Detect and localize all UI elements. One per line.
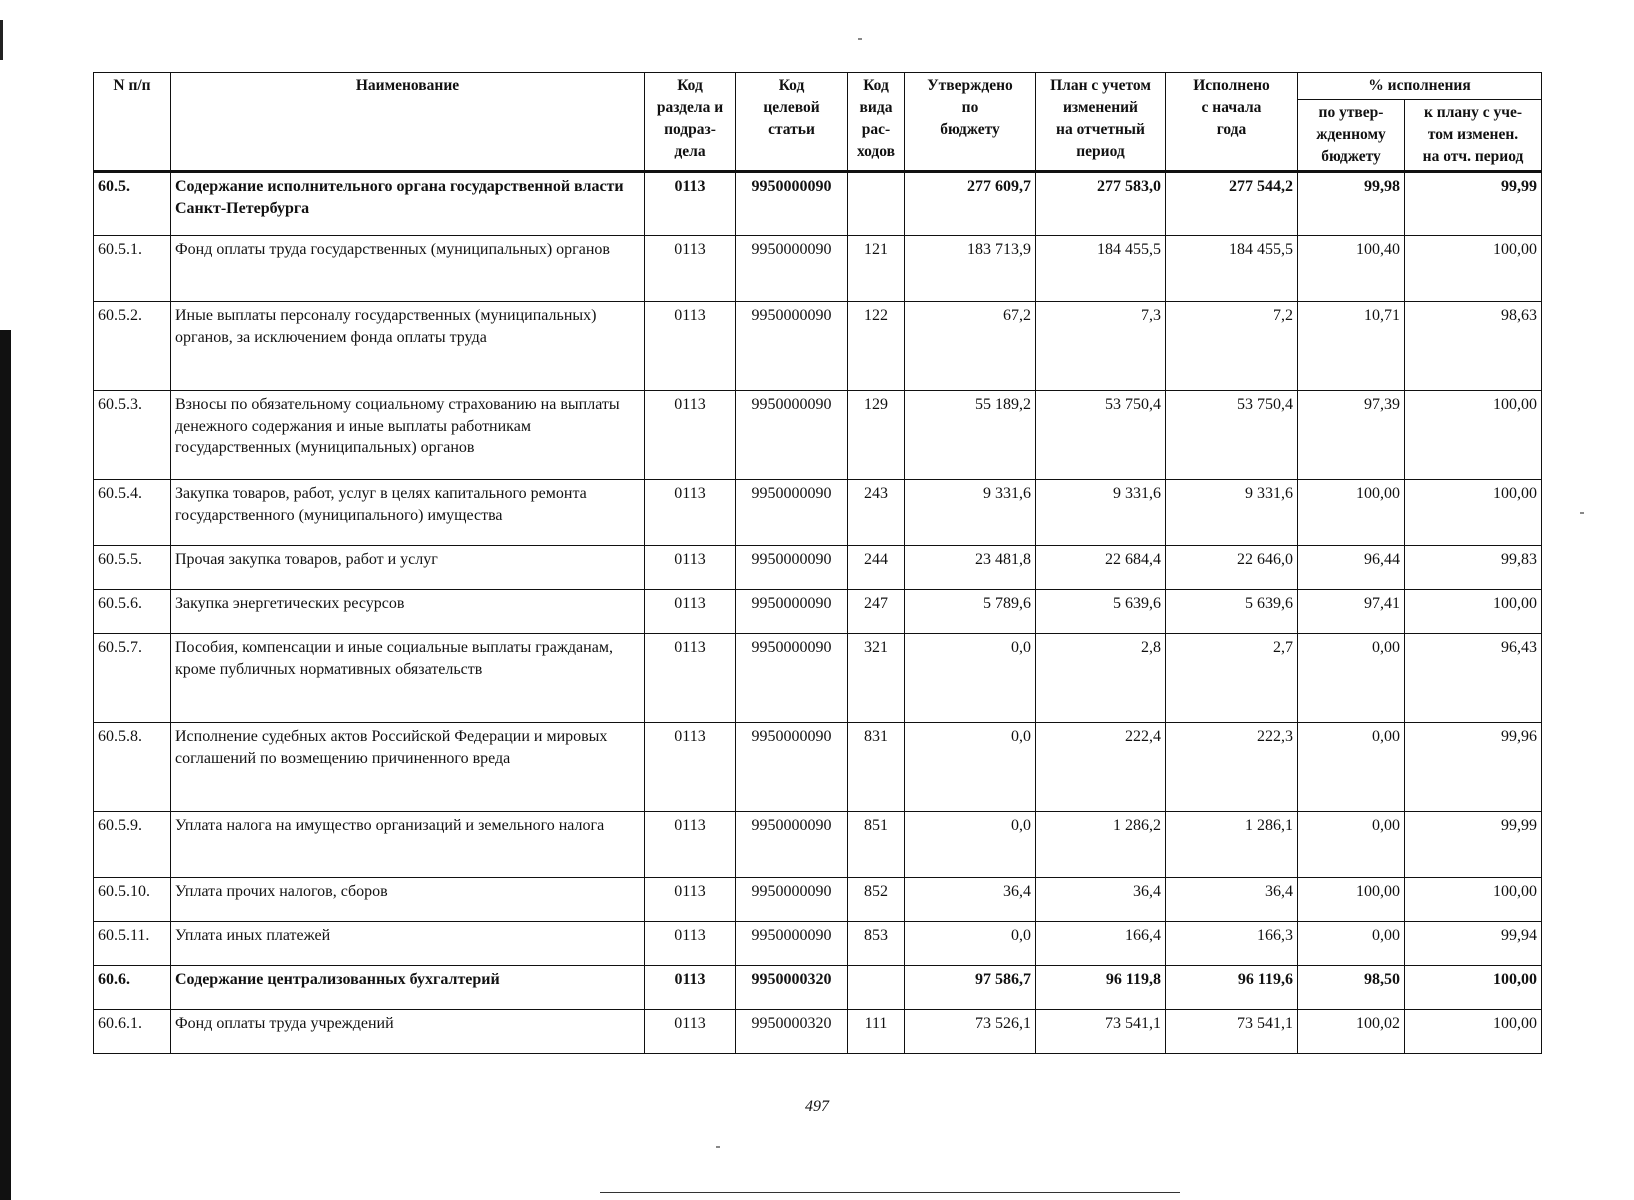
table-row [94, 590, 1542, 634]
cell-name: Исполнение судебных актов Российской Федерации и мировых соглашений по возмещению причиненного вреда [171, 723, 645, 812]
cell-approved: 5 789,6 [905, 590, 1036, 634]
cell-section: 0113 [645, 966, 736, 1010]
header-name: Наименование [171, 73, 645, 172]
cell-pct-budget: 0,00 [1298, 723, 1405, 812]
cell-num: 60.5.8. [94, 723, 171, 812]
cell-expense [848, 172, 905, 236]
cell-num: 60.5.2. [94, 302, 171, 391]
cell-pct-plan: 99,99 [1405, 172, 1542, 236]
header-target-code: Код целевой статьи [736, 73, 848, 172]
cell-target: 9950000320 [736, 1010, 848, 1054]
cell-name: Пособия, компенсации и иные социальные выплаты гражданам, кроме публичных нормативных обязательств [171, 634, 645, 723]
table-row [94, 302, 1542, 391]
cell-pct-budget: 0,00 [1298, 922, 1405, 966]
scan-dot [858, 38, 862, 40]
cell-section: 0113 [645, 878, 736, 922]
cell-approved: 73 526,1 [905, 1010, 1036, 1054]
cell-num: 60.5. [94, 172, 171, 236]
cell-name: Взносы по обязательному социальному страхованию на выплаты денежного содержания и иные выплаты работникам государственных (муниципальных) органов [171, 391, 645, 480]
cell-expense: 122 [848, 302, 905, 391]
cell-plan: 277 583,0 [1036, 172, 1166, 236]
cell-executed: 2,7 [1166, 634, 1298, 723]
cell-executed: 277 544,2 [1166, 172, 1298, 236]
cell-approved: 9 331,6 [905, 480, 1036, 546]
cell-pct-plan: 100,00 [1405, 480, 1542, 546]
header-num: N п/п [94, 73, 171, 172]
cell-pct-plan: 99,83 [1405, 546, 1542, 590]
cell-pct-budget: 100,00 [1298, 878, 1405, 922]
cell-approved: 36,4 [905, 878, 1036, 922]
cell-section: 0113 [645, 922, 736, 966]
cell-section: 0113 [645, 590, 736, 634]
table-row [94, 812, 1542, 878]
cell-plan: 73 541,1 [1036, 1010, 1166, 1054]
cell-name: Иные выплаты персоналу государственных (муниципальных) органов, за исключением фонда оплаты труда [171, 302, 645, 391]
table-row [94, 1010, 1542, 1054]
table-row [94, 391, 1542, 480]
header-percent-group: % исполнения [1298, 73, 1542, 100]
header-approved: Утверждено по бюджету [905, 73, 1036, 172]
cell-approved: 67,2 [905, 302, 1036, 391]
cell-approved: 277 609,7 [905, 172, 1036, 236]
cell-pct-budget: 97,41 [1298, 590, 1405, 634]
cell-num: 60.5.6. [94, 590, 171, 634]
cell-target: 9950000090 [736, 480, 848, 546]
cell-num: 60.5.10. [94, 878, 171, 922]
cell-target: 9950000090 [736, 723, 848, 812]
header-pct-plan: к плану с уче- том изменен. на отч. период [1405, 100, 1542, 172]
table-body [94, 172, 1542, 1054]
scan-dot [716, 1146, 720, 1148]
cell-pct-plan: 99,94 [1405, 922, 1542, 966]
cell-plan: 1 286,2 [1036, 812, 1166, 878]
cell-executed: 9 331,6 [1166, 480, 1298, 546]
cell-name: Фонд оплаты труда учреждений [171, 1010, 645, 1054]
cell-approved: 0,0 [905, 723, 1036, 812]
header-expense-code: Код вида рас- ходов [848, 73, 905, 172]
cell-pct-plan: 96,43 [1405, 634, 1542, 723]
cell-target: 9950000090 [736, 302, 848, 391]
cell-section: 0113 [645, 391, 736, 480]
cell-expense: 851 [848, 812, 905, 878]
cell-pct-plan: 100,00 [1405, 966, 1542, 1010]
cell-name: Содержание централизованных бухгалтерий [171, 966, 645, 1010]
cell-pct-budget: 100,02 [1298, 1010, 1405, 1054]
cell-plan: 36,4 [1036, 878, 1166, 922]
cell-name: Уплата налога на имущество организаций и земельного налога [171, 812, 645, 878]
cell-section: 0113 [645, 480, 736, 546]
cell-expense: 129 [848, 391, 905, 480]
cell-approved: 23 481,8 [905, 546, 1036, 590]
cell-section: 0113 [645, 236, 736, 302]
header-executed: Исполнено с начала года [1166, 73, 1298, 172]
cell-num: 60.5.4. [94, 480, 171, 546]
cell-section: 0113 [645, 546, 736, 590]
footer-rule [600, 1192, 1180, 1193]
cell-expense: 831 [848, 723, 905, 812]
cell-name: Закупка товаров, работ, услуг в целях капитального ремонта государственного (муниципального) имущества [171, 480, 645, 546]
scan-edge-tick [0, 20, 3, 60]
cell-pct-plan: 98,63 [1405, 302, 1542, 391]
cell-expense: 111 [848, 1010, 905, 1054]
cell-pct-budget: 99,98 [1298, 172, 1405, 236]
cell-approved: 0,0 [905, 812, 1036, 878]
cell-section: 0113 [645, 1010, 736, 1054]
table-row [94, 546, 1542, 590]
cell-plan: 184 455,5 [1036, 236, 1166, 302]
cell-approved: 183 713,9 [905, 236, 1036, 302]
table-row [94, 966, 1542, 1010]
cell-expense: 121 [848, 236, 905, 302]
cell-num: 60.5.1. [94, 236, 171, 302]
table-row [94, 634, 1542, 723]
header-section-code: Код раздела и подраз- дела [645, 73, 736, 172]
cell-name: Содержание исполнительного органа государственной власти Санкт-Петербурга [171, 172, 645, 236]
cell-num: 60.5.9. [94, 812, 171, 878]
cell-executed: 222,3 [1166, 723, 1298, 812]
cell-approved: 0,0 [905, 922, 1036, 966]
cell-pct-plan: 100,00 [1405, 590, 1542, 634]
cell-executed: 184 455,5 [1166, 236, 1298, 302]
cell-executed: 53 750,4 [1166, 391, 1298, 480]
cell-plan: 222,4 [1036, 723, 1166, 812]
table-row [94, 922, 1542, 966]
cell-approved: 55 189,2 [905, 391, 1036, 480]
cell-pct-budget: 0,00 [1298, 812, 1405, 878]
cell-plan: 166,4 [1036, 922, 1166, 966]
cell-pct-plan: 99,99 [1405, 812, 1542, 878]
cell-target: 9950000090 [736, 391, 848, 480]
cell-executed: 5 639,6 [1166, 590, 1298, 634]
cell-target: 9950000090 [736, 878, 848, 922]
cell-name: Закупка энергетических ресурсов [171, 590, 645, 634]
cell-section: 0113 [645, 634, 736, 723]
cell-plan: 2,8 [1036, 634, 1166, 723]
cell-expense [848, 966, 905, 1010]
cell-pct-plan: 100,00 [1405, 236, 1542, 302]
cell-expense: 321 [848, 634, 905, 723]
cell-pct-budget: 0,00 [1298, 634, 1405, 723]
cell-pct-budget: 10,71 [1298, 302, 1405, 391]
cell-executed: 7,2 [1166, 302, 1298, 391]
cell-target: 9950000090 [736, 546, 848, 590]
cell-pct-plan: 99,96 [1405, 723, 1542, 812]
cell-num: 60.6. [94, 966, 171, 1010]
cell-plan: 96 119,8 [1036, 966, 1166, 1010]
cell-target: 9950000090 [736, 172, 848, 236]
header-pct-budget: по утвер- жденному бюджету [1298, 100, 1405, 172]
cell-num: 60.5.11. [94, 922, 171, 966]
table-row [94, 723, 1542, 812]
cell-pct-plan: 100,00 [1405, 878, 1542, 922]
cell-section: 0113 [645, 302, 736, 391]
header-plan: План с учетом изменений на отчетный период [1036, 73, 1166, 172]
scan-edge-bar [0, 330, 11, 1200]
cell-expense: 243 [848, 480, 905, 546]
cell-plan: 5 639,6 [1036, 590, 1166, 634]
cell-name: Уплата иных платежей [171, 922, 645, 966]
cell-executed: 22 646,0 [1166, 546, 1298, 590]
scan-dot [1580, 512, 1584, 514]
cell-pct-budget: 100,00 [1298, 480, 1405, 546]
cell-pct-budget: 96,44 [1298, 546, 1405, 590]
cell-expense: 853 [848, 922, 905, 966]
table-row [94, 236, 1542, 302]
cell-pct-budget: 97,39 [1298, 391, 1405, 480]
cell-num: 60.5.3. [94, 391, 171, 480]
cell-approved: 0,0 [905, 634, 1036, 723]
cell-executed: 36,4 [1166, 878, 1298, 922]
cell-plan: 22 684,4 [1036, 546, 1166, 590]
cell-expense: 247 [848, 590, 905, 634]
table-header [94, 73, 1542, 172]
cell-target: 9950000320 [736, 966, 848, 1010]
cell-target: 9950000090 [736, 236, 848, 302]
cell-executed: 96 119,6 [1166, 966, 1298, 1010]
cell-pct-budget: 98,50 [1298, 966, 1405, 1010]
cell-plan: 7,3 [1036, 302, 1166, 391]
cell-num: 60.5.5. [94, 546, 171, 590]
cell-target: 9950000090 [736, 634, 848, 723]
cell-target: 9950000090 [736, 590, 848, 634]
cell-name: Уплата прочих налогов, сборов [171, 878, 645, 922]
cell-executed: 1 286,1 [1166, 812, 1298, 878]
cell-target: 9950000090 [736, 812, 848, 878]
cell-pct-plan: 100,00 [1405, 391, 1542, 480]
cell-name: Фонд оплаты труда государственных (муниципальных) органов [171, 236, 645, 302]
cell-plan: 53 750,4 [1036, 391, 1166, 480]
budget-execution-table [93, 72, 1542, 1054]
cell-section: 0113 [645, 172, 736, 236]
cell-target: 9950000090 [736, 922, 848, 966]
cell-num: 60.5.7. [94, 634, 171, 723]
cell-name: Прочая закупка товаров, работ и услуг [171, 546, 645, 590]
table-row [94, 172, 1542, 236]
table-row [94, 480, 1542, 546]
cell-num: 60.6.1. [94, 1010, 171, 1054]
page-number: 497 [805, 1098, 829, 1115]
cell-expense: 852 [848, 878, 905, 922]
cell-pct-plan: 100,00 [1405, 1010, 1542, 1054]
cell-executed: 166,3 [1166, 922, 1298, 966]
cell-section: 0113 [645, 723, 736, 812]
cell-approved: 97 586,7 [905, 966, 1036, 1010]
cell-expense: 244 [848, 546, 905, 590]
cell-pct-budget: 100,40 [1298, 236, 1405, 302]
cell-section: 0113 [645, 812, 736, 878]
cell-executed: 73 541,1 [1166, 1010, 1298, 1054]
cell-plan: 9 331,6 [1036, 480, 1166, 546]
table-row [94, 878, 1542, 922]
